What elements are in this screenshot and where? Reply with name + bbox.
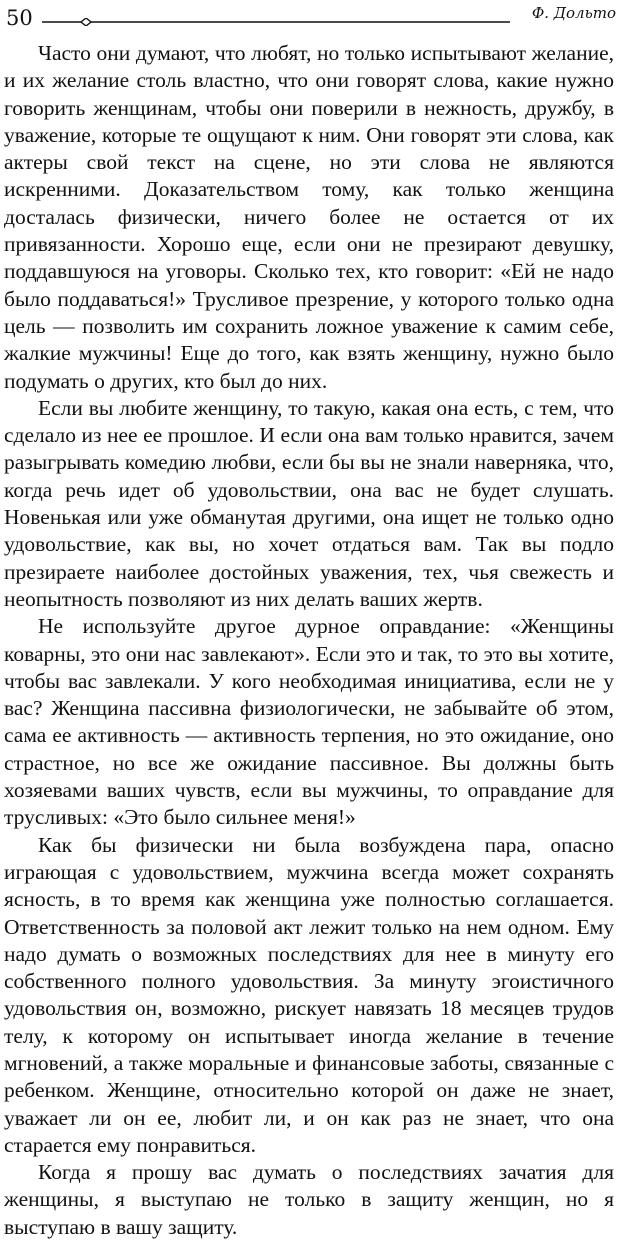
page-number: 50 bbox=[6, 6, 33, 30]
paragraph: Когда я прошу вас думать о последствиях зачатия для женщины, я выступаю не только в защиту женщин, но я выступаю в вашу защиту. bbox=[4, 1160, 614, 1239]
rule-diamond-ornament bbox=[81, 18, 91, 26]
body-text bbox=[4, 40, 614, 1241]
paragraph: Часто они думают, что любят, но только испытывают желание, и их желание столь властно, что они говорят слова, какие нужно говорить женщинам, чтобы они поверили в нежность, дружбу, в уважение, которые те ощущают к ним. Они говорят эти слова, как актеры свой текст на сцене, но эти слова не являются искренними. Доказательством тому, как только женщина досталась физически, ничего более не остается от их привязанности. Хорошо еще, если они не презирают девушку, поддавшуюся на уговоры. Сколько тех, кто говорит: «Ей не надо было поддаваться!» Трусливое презрение, у которого только одна цель — позволить им сохранить ложное уважение к самим себе, жалкие мужчины! Еще до того, как взять женщину, нужно было подумать о других, кто был до них. bbox=[4, 41, 614, 393]
running-head-author: Ф. Дольто bbox=[531, 4, 616, 22]
page-header bbox=[0, 0, 620, 38]
paragraph: Не используйте другое дурное оправдание: «Женщины коварны, это они нас завлекают». Если это и так, то это вы хотите, чтобы вас завлекали. У кого необходимая инициатива, если не у вас? Женщина пассивна физиологически, не забывайте об этом, сама ее активность — активность терпения, но это ожидание, оно страстное, но все же ожидание пассивное. Вы должны быть хозяевами ваших чувств, если вы мужчины, то оправдание для трусливых: «Это было сильнее меня!» bbox=[4, 614, 614, 830]
paragraph: Если вы любите женщину, то такую, какая она есть, с тем, что сделало из нее ее прошлое. И если она вам только нравится, зачем разыгрывать комедию любви, если бы вы не знали наверняка, что, когда речь идет об удовольствии, она вас не будет слушать. Новенькая или уже обманутая другими, она ищет не только одно удовольствие, как вы, но хочет отдаться вам. Так вы подло презираете наиболее достойных уважения, тех, чья свежесть и неопытность позволяют из них делать ваших жертв. bbox=[4, 395, 614, 611]
paragraph: Как бы физически ни была возбуждена пара, опасно играющая с удовольствием, мужчина всегда может сохранять ясность, в то время как женщина уже полностью соглашается. Ответственность за половой акт лежит только на нем одном. Ему надо думать о возможных последствиях для нее в минуту его собственного полного удовольствия. За минуту эгоистичного удовольствия он, возможно, рискует навязать 18 месяцев трудов телу, к которому он испытывает иногда желание в течение мгновений, а также моральные и финансовые заботы, связанные с ребенком. Женщине, относительно которой он даже не знает, уважает ли он ее, любит ли, и он как раз не знает, что она старается ему понравиться. bbox=[4, 832, 614, 1157]
header-rule bbox=[42, 18, 510, 26]
